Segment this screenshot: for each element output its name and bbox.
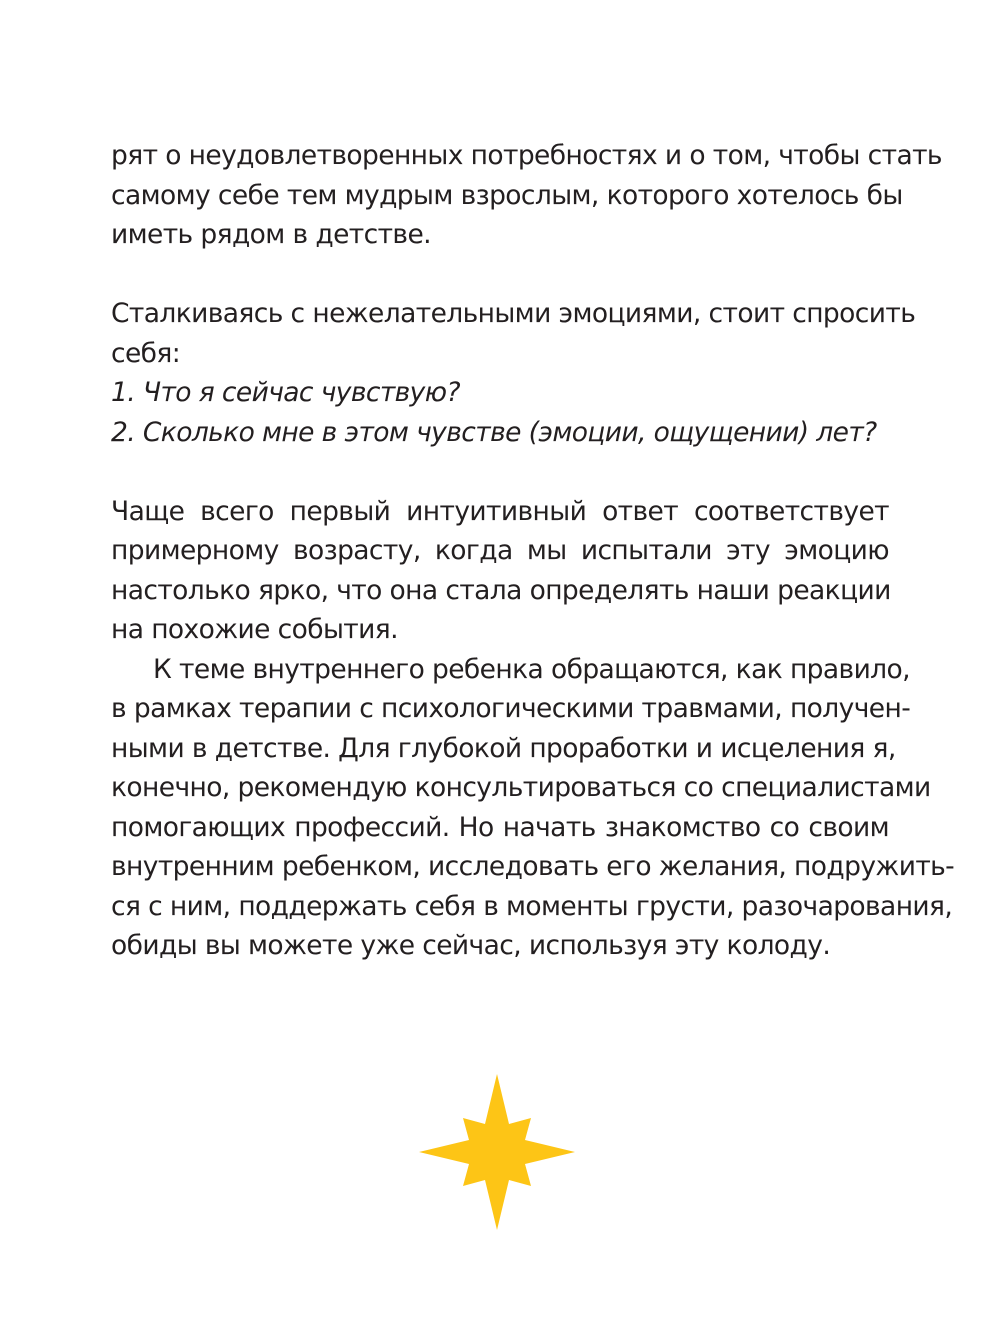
text-line: внутренним ребенком, исследовать его желания, подружить-	[111, 851, 955, 882]
text-line: примерному возрасту, когда мы испытали эту эмоцию	[111, 535, 889, 566]
paragraph-1	[111, 136, 942, 255]
text-line: в рамках терапии с психологическими травмами, получен-	[111, 693, 911, 724]
text-line: самому себе тем мудрым взрослым, которого хотелось бы	[111, 179, 903, 211]
question-2: 2. Сколько мне в этом чувстве (эмоции, ощущении) лет?	[111, 416, 877, 448]
page-text	[111, 136, 955, 966]
text-line: конечно, рекомендую консультироваться со специалистами	[111, 772, 931, 803]
star-shape	[419, 1074, 575, 1230]
text-line: себя:	[111, 337, 181, 369]
paragraph-3	[111, 492, 889, 650]
text-line: К теме внутреннего ребенка обращаются, как правило,	[153, 653, 910, 685]
paragraph-spacer	[111, 255, 889, 295]
text-line: настолько ярко, что она стала определять наши реакции	[111, 574, 891, 606]
question-1: 1. Что я сейчас чувствую?	[111, 377, 460, 408]
text-line: рят о неудовлетворенных потребностях и о том, чтобы стать	[111, 140, 942, 171]
text-line: ными в детстве. Для глубокой проработки и исцеления я,	[111, 732, 896, 764]
text-line: ся с ним, поддержать себя в моменты грусти, разочарования,	[111, 890, 953, 922]
paragraph-spacer	[111, 452, 889, 492]
paragraph-2	[111, 294, 916, 452]
text-line: Сталкиваясь с нежелательными эмоциями, стоит спросить	[111, 298, 916, 329]
text-line: обиды вы можете уже сейчас, используя эту колоду.	[111, 930, 831, 961]
text-line: помогающих профессий. Но начать знакомство со своим	[111, 811, 889, 843]
eight-point-star-icon	[419, 1074, 575, 1230]
text-line: на похожие события.	[111, 614, 398, 645]
paragraph-4	[111, 650, 955, 966]
text-line: иметь рядом в детстве.	[111, 219, 431, 250]
text-line: Чаще всего первый интуитивный ответ соответствует	[111, 495, 889, 527]
